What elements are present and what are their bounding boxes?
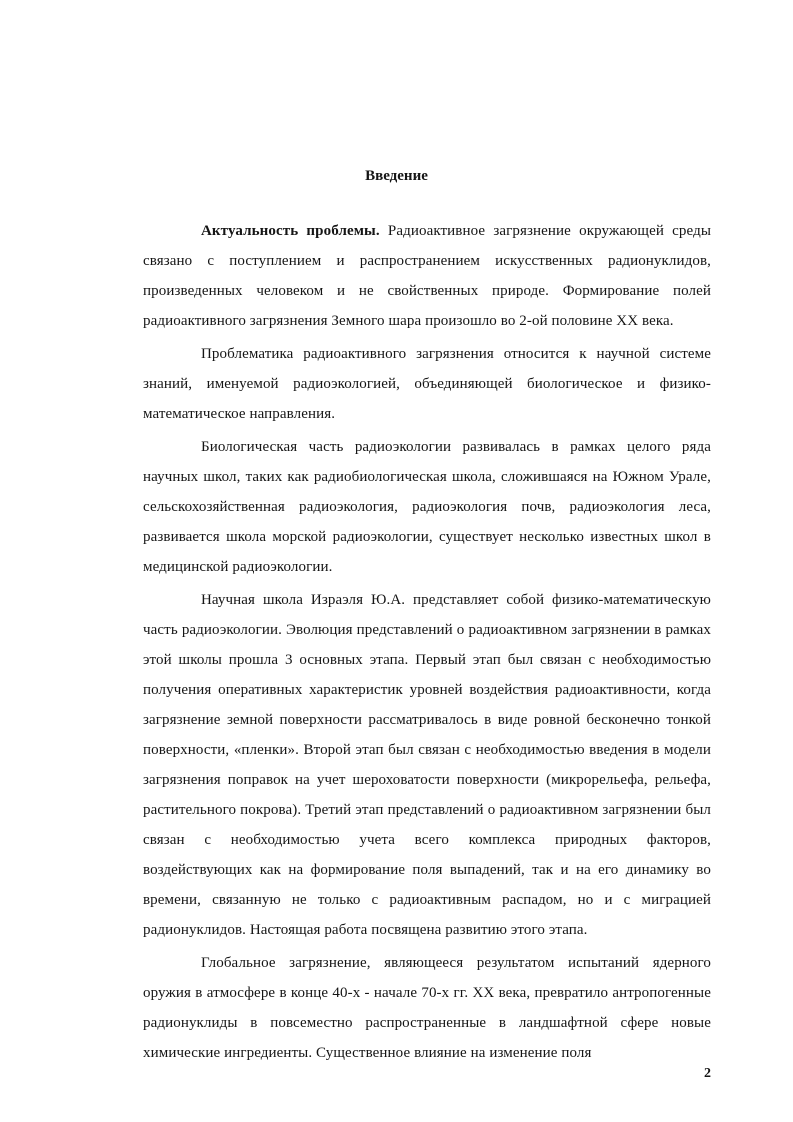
paragraph-biological: [143, 432, 711, 582]
paragraph-text: Биологическая часть радиоэкологии развивалась в рамках целого ряда научных школ, таких как радиобиологическая школа, сложившаяся на Южном Урале, сельскохозяйственная радиоэкология, радиоэкология почв, радиоэкология леса, развивается школа морской радиоэкологии, существует несколько известных школ в медицинской радиоэкологии.: [143, 439, 711, 575]
page-number: 2: [704, 1066, 711, 1081]
paragraph-relevance: [143, 216, 711, 336]
paragraph-text: Глобальное загрязнение, являющееся результатом испытаний ядерного оружия в атмосфере в конце 40-х - начале 70-х гг. XX века, превратило антропогенные радионуклиды в повсеместно распространенные в ландшафтной сфере новые химические ингредиенты. Существенное влияние на изменение поля: [143, 955, 711, 1061]
paragraph-problem: [143, 339, 711, 429]
paragraph-israel-school: [143, 585, 711, 945]
paragraph-global: [143, 948, 711, 1068]
paragraph-text: Радиоактивное загрязнение окружающей среды связано с поступлением и распространением искусственных радионуклидов, произведенных человеком и не свойственных природе. Формирование полей радиоактивного загрязнения Земного шара произошло во 2-ой половине XX века.: [143, 223, 711, 329]
section-title: Введение: [365, 168, 428, 184]
paragraph-text: Проблематика радиоактивного загрязнения относится к научной системе знаний, именуемой радиоэкологией, объединяющей биологическое и физико-математическое направления.: [143, 346, 711, 422]
paragraph-lead: Актуальность проблемы.: [201, 223, 380, 239]
paragraph-text: Научная школа Израэля Ю.А. представляет собой физико-математическую часть радиоэкологии. Эволюция представлений о радиоактивном загрязнении в рамках этой школы прошла 3 основных этапа. Первый этап был связан с необходимостью получения оперативных характеристик уровней воздействия радиоактивности, когда загрязнение земной поверхности рассматривалось в виде ровной бесконечно тонкой поверхности, «пленки». Второй этап был связан с необходимостью введения в модели загрязнения поправок на учет шероховатости поверхности (микрорельефа, рельефа, растительного покрова). Третий этап представлений о радиоактивном загрязнении был связан с необходимостью учета всего комплекса природных факторов, воздействующих как на формирование поля выпадений, так и на его динамику во времени, связанную не только с радиоактивным распадом, но и с миграцией радионуклидов. Настоящая работа посвящена развитию этого этапа.: [143, 592, 711, 938]
body-text: [143, 216, 711, 1071]
